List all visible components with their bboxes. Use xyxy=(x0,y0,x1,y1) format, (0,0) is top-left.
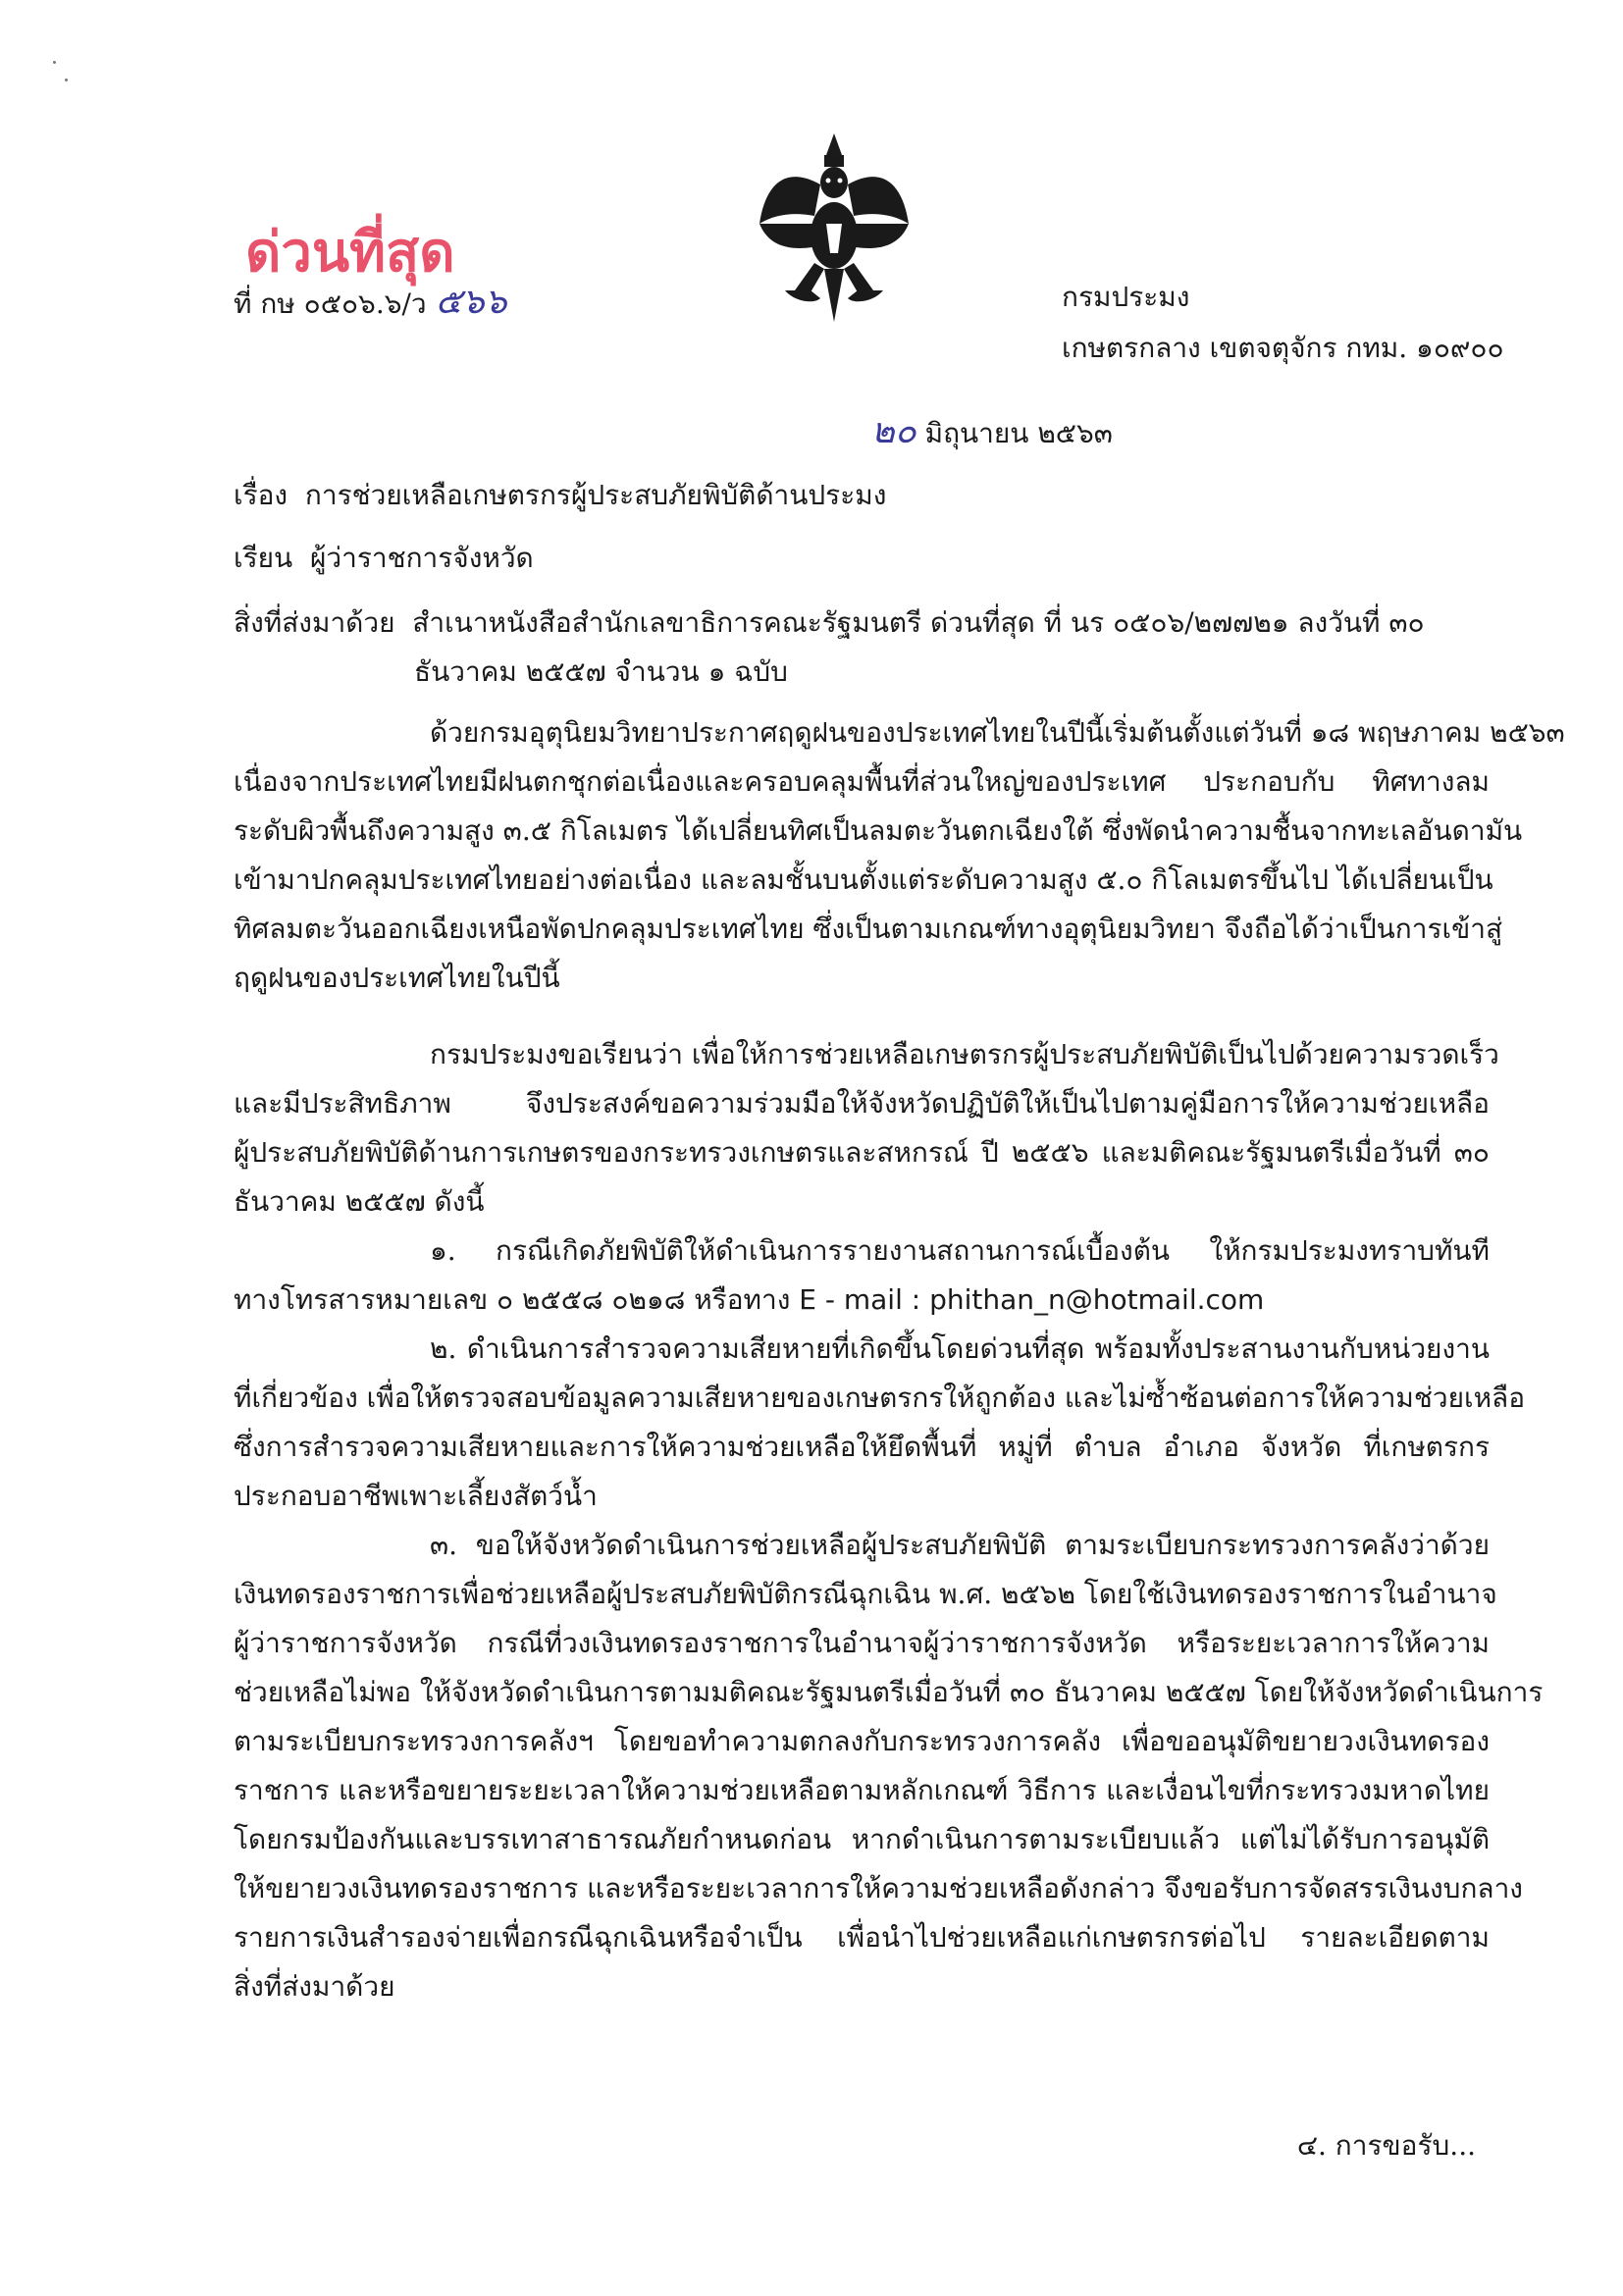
subject-text: การช่วยเหลือเกษตรกรผู้ประสบภัยพิบัติด้านประมง xyxy=(304,479,887,511)
text-line: ผู้ว่าราชการจังหวัด กรณีที่วงเงินทดรองราชการในอำนาจผู้ว่าราชการจังหวัด หรือระยะเวลาการให้ความ xyxy=(234,1627,1490,1659)
item-3 xyxy=(234,1529,1544,2019)
paragraph-2 xyxy=(234,1038,1499,1234)
text-line: ทิศลมตะวันออกเฉียงเหนือพัดปกคลุมประเทศไทย ซึ่งเป็นตามเกณฑ์ทางอุตุนิยมวิทยา จึงถือได้ว่าเป็นการเข้าสู่ xyxy=(234,913,1503,945)
reference-number xyxy=(234,281,507,323)
text-line: ซึ่งการสำรวจความเสียหายและการให้ความช่วยเหลือให้ยึดพื้นที่ หมู่ที่ ตำบล อำเภอ จังหวัด ที่เกษตรกร xyxy=(234,1431,1490,1463)
date-day-handwritten: ๒๐ xyxy=(871,411,916,451)
text-line: ตามระเบียบกระทรวงการคลังฯ โดยขอทำความตกลงกับกระทรวงการคลัง เพื่อขออนุมัติขยายวงเงินทดรอง xyxy=(234,1725,1490,1757)
text-line: ระดับผิวพื้นถึงความสูง ๓.๕ กิโลเมตร ได้เปลี่ยนทิศเป็นลมตะวันตกเฉียงใต้ ซึ่งพัดนำความชื้นจากทะเลอันดามัน xyxy=(234,814,1523,847)
text-line: ผู้ประสบภัยพิบัติด้านการเกษตรของกระทรวงเกษตรและสหกรณ์ ปี ๒๕๕๖ และมติคณะรัฐมนตรีเมื่อวันที่ ๓๐ xyxy=(234,1136,1490,1169)
text-line: ช่วยเหลือไม่พอ ให้จังหวัดดำเนินการตามมติคณะรัฐมนตรีเมื่อวันที่ ๓๐ ธันวาคม ๒๕๕๗ โดยให้จังหวัดดำเนินการ xyxy=(234,1676,1544,1708)
text-line: ด้วยกรมอุตุนิยมวิทยาประกาศฤดูฝนของประเทศไทยในปีนี้เริ่มต้นตั้งแต่วันที่ ๑๘ พฤษภาคม ๒๕๖๓ xyxy=(430,716,1565,749)
document-date xyxy=(871,410,1113,452)
text-line: ที่เกี่ยวข้อง เพื่อให้ตรวจสอบข้อมูลความเสียหายของเกษตรกรให้ถูกต้อง และไม่ซ้ำซ้อนต่อการให้ความช่วยเหลือ xyxy=(234,1382,1526,1414)
paragraph-1 xyxy=(234,716,1565,1011)
addressee-label: เรียน xyxy=(234,542,293,574)
text-line: ให้ขยายวงเงินทดรองราชการ และหรือระยะเวลาการให้ความช่วยเหลือดังกล่าว จึงขอรับการจัดสรรเงินงบกลาง xyxy=(234,1872,1523,1905)
scan-speck xyxy=(65,78,68,81)
text-line: ประกอบอาชีพเพาะเลี้ยงสัตว์น้ำ xyxy=(234,1480,598,1512)
text-line-contact: ทางโทรสารหมายเลข ๐ ๒๕๕๘ ๐๒๑๘ หรือทาง E - mail : phithan_n@hotmail.com xyxy=(234,1283,1265,1316)
text-line: กรมประมงขอเรียนว่า เพื่อให้การช่วยเหลือเกษตรกรผู้ประสบภัยพิบัติเป็นไปด้วยความรวดเร็ว xyxy=(430,1038,1499,1070)
text-line: ๒. ดำเนินการสำรวจความเสียหายที่เกิดขึ้นโดยด่วนที่สุด พร้อมทั้งประสานงานกับหน่วยงาน xyxy=(430,1332,1490,1365)
date-month-year: มิถุนายน ๒๕๖๓ xyxy=(924,417,1113,449)
text-line: ๓. ขอให้จังหวัดดำเนินการช่วยเหลือผู้ประสบภัยพิบัติ ตามระเบียบกระทรวงการคลังว่าด้วย xyxy=(430,1529,1490,1561)
text-line: โดยกรมป้องกันและบรรเทาสาธารณภัยกำหนดก่อน หากดำเนินการตามระเบียบแล้ว แต่ไม่ได้รับการอนุมัติ xyxy=(234,1823,1490,1855)
text-line: ธันวาคม ๒๕๕๗ ดังนี้ xyxy=(234,1185,485,1218)
subject-line xyxy=(234,479,886,512)
text-line: เนื่องจากประเทศไทยมีฝนตกชุกต่อเนื่องและครอบคลุมพื้นที่ส่วนใหญ่ของประเทศ ประกอบกับ ทิศทางลม xyxy=(234,765,1490,798)
scan-speck xyxy=(53,61,56,64)
org-name: กรมประมง xyxy=(1062,281,1190,313)
text-line: และมีประสิทธิภาพ จึงประสงค์ขอความร่วมมือให้จังหวัดปฏิบัติให้เป็นไปตามคู่มือการให้ความช่วยเหลือ xyxy=(234,1087,1490,1120)
enclosure-label: สิ่งที่ส่งมาด้วย xyxy=(234,606,395,639)
item-1 xyxy=(234,1234,1490,1332)
urgency-stamp: ด่วนที่สุด xyxy=(245,221,455,285)
text-line: ราชการ และหรือขยายระยะเวลาให้ความช่วยเหลือตามหลักเกณฑ์ วิธีการ และเงื่อนไขที่กระทรวงมหาดไทย xyxy=(234,1774,1490,1806)
org-address: เกษตรกลาง เขตจตุจักร กทม. ๑๐๙๐๐ xyxy=(1062,332,1504,364)
text-line: เข้ามาปกคลุมประเทศไทยอย่างต่อเนื่อง และลมชั้นบนตั้งแต่ระดับความสูง ๕.๐ กิโลเมตรขึ้นไป ได้เปลี่ยนเป็น xyxy=(234,863,1493,896)
enclosure-line-2: ธันวาคม ๒๕๕๗ จำนวน ๑ ฉบับ xyxy=(414,655,788,688)
addressee-text: ผู้ว่าราชการจังหวัด xyxy=(309,542,534,574)
text-line: รายการเงินสำรองจ่ายเพื่อกรณีฉุกเฉินหรือจำเป็น เพื่อนำไปช่วยเหลือแก่เกษตรกรต่อไป รายละเอียดตาม xyxy=(234,1921,1490,1954)
subject-label: เรื่อง xyxy=(234,479,288,511)
enclosure-line-1 xyxy=(234,606,1425,640)
text-line: ๑. กรณีเกิดภัยพิบัติให้ดำเนินการรายงานสถานการณ์เบื้องต้น ให้กรมประมงทราบทันที xyxy=(430,1234,1490,1267)
item-2 xyxy=(234,1332,1526,1529)
page-continuation: ๔. การขอรับ... xyxy=(1296,2129,1476,2162)
text-line: เงินทดรองราชการเพื่อช่วยเหลือผู้ประสบภัยพิบัติกรณีฉุกเฉิน พ.ศ. ๒๕๖๒ โดยใช้เงินทดรองราชการในอำนาจ xyxy=(234,1578,1497,1610)
text-line: ฤดูฝนของประเทศไทยในปีนี้ xyxy=(234,962,560,994)
reference-label: ที่ กษ ๐๕๐๖.๖/ว xyxy=(234,287,427,320)
text-line: สิ่งที่ส่งมาด้วย xyxy=(234,1970,395,2003)
reference-handwritten: ๕๖๖ xyxy=(435,282,507,322)
addressee-line xyxy=(234,542,534,575)
enclosure-text: สำเนาหนังสือสำนักเลขาธิการคณะรัฐมนตรี ด่วนที่สุด ที่ นร ๐๕๐๖/๒๗๗๒๑ ลงวันที่ ๓๐ xyxy=(412,606,1425,639)
garuda-emblem xyxy=(756,126,913,332)
